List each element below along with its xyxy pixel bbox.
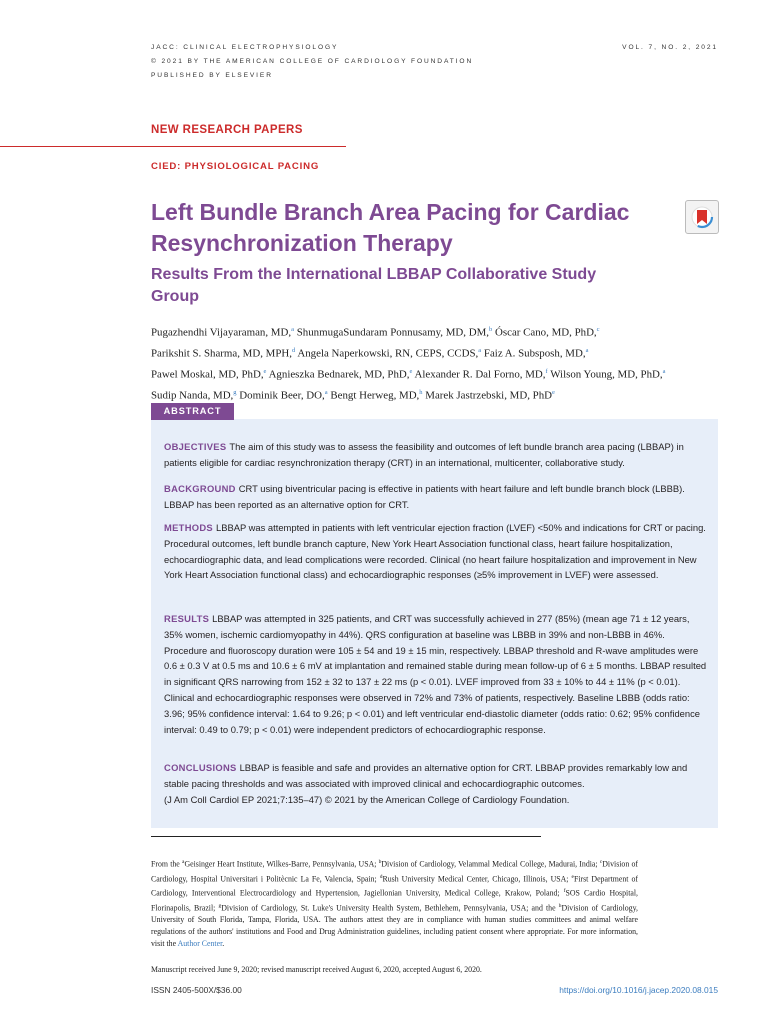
affiliation-text: Division of Cardiology, University of South Florida, Tampa, Florida, USA. <box>151 903 638 925</box>
author-list <box>151 321 731 406</box>
citation-text: (J Am Coll Cardiol EP 2021;7:135–47) © 2021 by the American College of Cardiology Foundation. <box>164 793 570 805</box>
abstract-conclusions <box>164 760 709 807</box>
conclusions-heading: CONCLUSIONS <box>164 762 237 773</box>
publisher-line: PUBLISHED BY ELSEVIER <box>151 72 273 79</box>
abstract-objectives <box>164 439 709 471</box>
author-line <box>151 384 731 405</box>
author-name: Sudip Nanda, MD, <box>151 390 234 402</box>
manuscript-dates: Manuscript received June 9, 2020; revised manuscript received August 6, 2020, accepted August 6, 2020. <box>151 965 482 974</box>
volume-info: VOL. 7, NO. 2, 2021 <box>622 44 718 51</box>
affiliation-text: SOS Cardio Hospital, Florinapolis, Brazil; <box>151 888 638 913</box>
affiliation-marker[interactable]: a <box>478 347 482 355</box>
affiliation-marker[interactable]: a <box>291 326 294 333</box>
doi-link[interactable]: https://doi.org/10.1016/j.jacep.2020.08.015 <box>559 985 718 995</box>
affiliation-marker[interactable]: e <box>263 368 267 376</box>
author-name: Bengt Herweg, MD, <box>330 390 420 402</box>
affiliation-text: Rush University Medical Center, Chicago, Illinois, USA; <box>382 874 569 884</box>
objectives-text: The aim of this study was to assess the feasibility and outcomes of left bundle branch area pacing (LBBAP) in patients eligible for cardiac resynchronization therapy (CRT) in an international, multicenter, collaborative study. <box>164 441 684 468</box>
affiliation-text: First Department of Cardiology, Interventional Electrocardiology and Hypertension, Jagiellonian University, Medical College, Krakow, Poland; <box>151 874 639 898</box>
author-name: Faiz A. Subsposh, MD, <box>483 347 586 360</box>
section-label: NEW RESEARCH PAPERS <box>151 124 303 136</box>
author-name: Angela Naperkowski, RN, CEPS, CCDS, <box>297 347 479 360</box>
conclusions-text: LBBAP is feasible and safe and provides an alternative option for CRT. LBBAP provides remarkably low and stable pacing thresholds and was associated with improved clinical and echocardiographic outcomes. <box>164 762 688 789</box>
methods-text: LBBAP was attempted in patients with left ventricular ejection fraction (LVEF) <50% and indications for CRT or pacing. Procedural outcomes, left bundle branch capture, New York Heart Association functional class, heart failure hospitalization, echocardiographic data, and lead complications were recorded. Clinical (no heart failure hospitalization and improvement in New York Heart Association functional class) and echocardiographic responses (≥5% improvement in LVEF) were assessed. <box>164 522 706 581</box>
objectives-heading: OBJECTIVES <box>164 441 227 452</box>
crossmark-icon <box>686 201 718 233</box>
affiliation-marker[interactable]: c <box>596 326 600 333</box>
affiliation-sup: e <box>571 873 574 880</box>
crossmark-badge[interactable] <box>685 200 719 234</box>
article-title: Left Bundle Branch Area Pacing for Cardiac Resynchronization Therapy <box>151 199 630 256</box>
abstract-background <box>164 481 709 513</box>
author-name: Alexander R. Dal Forno, MD, <box>414 368 546 381</box>
affiliation-sup: b <box>378 859 382 865</box>
author-name: ShunmugaSundaram Ponnusamy, MD, DM, <box>296 326 490 339</box>
author-line <box>151 321 731 342</box>
affiliation-text: Division of Cardiology, Velammal Medical College, Madurai, India; <box>381 859 598 869</box>
author-name: Óscar Cano, MD, PhD, <box>495 326 597 339</box>
affiliation-sup: a <box>181 859 185 865</box>
background-text: CRT using biventricular pacing is effective in patients with heart failure and left bundle branch block (LBBB). LBBAP has been reported as an alternative option for CRT. <box>164 483 685 510</box>
author-name: Wilson Young, MD, PhD, <box>550 368 663 381</box>
abstract-results <box>164 611 709 737</box>
methods-heading: METHODS <box>164 522 213 533</box>
affiliation-sup: g <box>218 902 222 909</box>
author-name: Pugazhendhi Vijayaraman, MD, <box>151 326 292 339</box>
attestation-text: The authors attest they are in compliance with human studies committees and animal welfare regulations of the authors' institutions and Food and Drug Administration guidelines, including patient consent where appropriate. For more information, visit the <box>151 915 638 949</box>
affiliation-marker[interactable]: a <box>585 347 589 355</box>
subsection-label: CIED: PHYSIOLOGICAL PACING <box>151 161 320 172</box>
affiliation-marker[interactable]: a <box>324 389 328 397</box>
journal-name: JACC: CLINICAL ELECTROPHYSIOLOGY <box>151 44 339 51</box>
affiliation-sup: d <box>379 873 383 880</box>
author-line <box>151 342 731 363</box>
section-divider <box>0 146 346 147</box>
footnote-divider <box>151 836 541 837</box>
author-name: Dominik Beer, DO, <box>239 390 325 402</box>
copyright-line: © 2021 BY THE AMERICAN COLLEGE OF CARDIOLOGY FOUNDATION <box>151 58 474 65</box>
author-name: Agnieszka Bednarek, MD, PhD, <box>268 368 410 381</box>
author-line <box>151 363 731 384</box>
article-subtitle: Results From the International LBBAP Collaborative Study Group <box>151 266 597 305</box>
affiliation-text: Division of Cardiology, St. Luke's University Health System, Bethlehem, Pennsylvania, USA; and the <box>221 903 556 913</box>
affiliation-marker[interactable]: e <box>409 368 413 376</box>
author-name: Parikshit S. Sharma, MD, MPH, <box>151 347 292 360</box>
results-text: LBBAP was attempted in 325 patients, and CRT was successfully achieved in 277 (85%) (mean age 71 ± 12 years, 35% women, ischemic cardiomyopathy in 44%). QRS configuration at baseline was LBBB in 39% and non-LBBB in 46%. Procedure and fluoroscopy duration were 105 ± 54 and 19 ± 15 min, respectively. LBBAP threshold and R-wave amplitudes were 0.6 ± 0.3 V at 0.5 ms and 10.6 ± 6 mV at implantation and remained stable during mean follow-up of 6 ± 5 months. LBBAP resulted in significant QRS narrowing from 152 ± 32 to 137 ± 22 ms (p < 0.01). LVEF improved from 33 ± 10% to 44 ± 11% (p < 0.01). Clinical and echocardiographic responses were observed in 72% and 73% of patients, respectively. Baseline LBBB (odds ratio: 3.96; 95% confidence interval: 1.64 to 9.26; p < 0.01) and left ventricular end-diastolic diameter (odds ratio: 0.62; 95% confidence interval: 0.49 to 0.79; p < 0.01) were independent predictors of echocardiographic response. <box>164 613 707 735</box>
author-name: Pawel Moskal, MD, PhD, <box>151 368 264 381</box>
abstract-methods <box>164 520 709 583</box>
affiliation-text: Division of Cardiology, Hospital Universitari i Politècnic La Fe, Valencia, Spain; <box>151 859 639 884</box>
affiliation-marker[interactable]: a <box>662 368 666 376</box>
affiliations <box>151 856 638 950</box>
affiliation-sup: c <box>599 859 603 865</box>
author-center-link[interactable]: Author Center <box>177 939 223 949</box>
affiliation-marker[interactable]: b <box>489 326 493 333</box>
affiliation-marker[interactable]: d <box>291 347 296 355</box>
affiliation-intro: From the <box>151 859 180 869</box>
abstract-label: ABSTRACT <box>151 403 234 420</box>
affiliation-marker[interactable]: h <box>419 389 423 397</box>
affiliation-text: Geisinger Heart Institute, Wilkes-Barre, Pennsylvania, USA; <box>184 859 377 869</box>
attestation-end: . <box>222 939 225 949</box>
affiliation-marker[interactable]: g <box>233 389 237 397</box>
issn: ISSN 2405-500X/$36.00 <box>151 985 242 995</box>
background-heading: BACKGROUND <box>164 483 236 494</box>
author-name: Marek Jastrzebski, MD, PhD <box>425 390 553 402</box>
affiliation-sup: f <box>563 888 566 895</box>
affiliation-marker[interactable]: e <box>552 389 555 397</box>
affiliation-sup: h <box>558 902 562 909</box>
affiliation-marker[interactable]: f <box>545 368 548 376</box>
results-heading: RESULTS <box>164 613 210 624</box>
